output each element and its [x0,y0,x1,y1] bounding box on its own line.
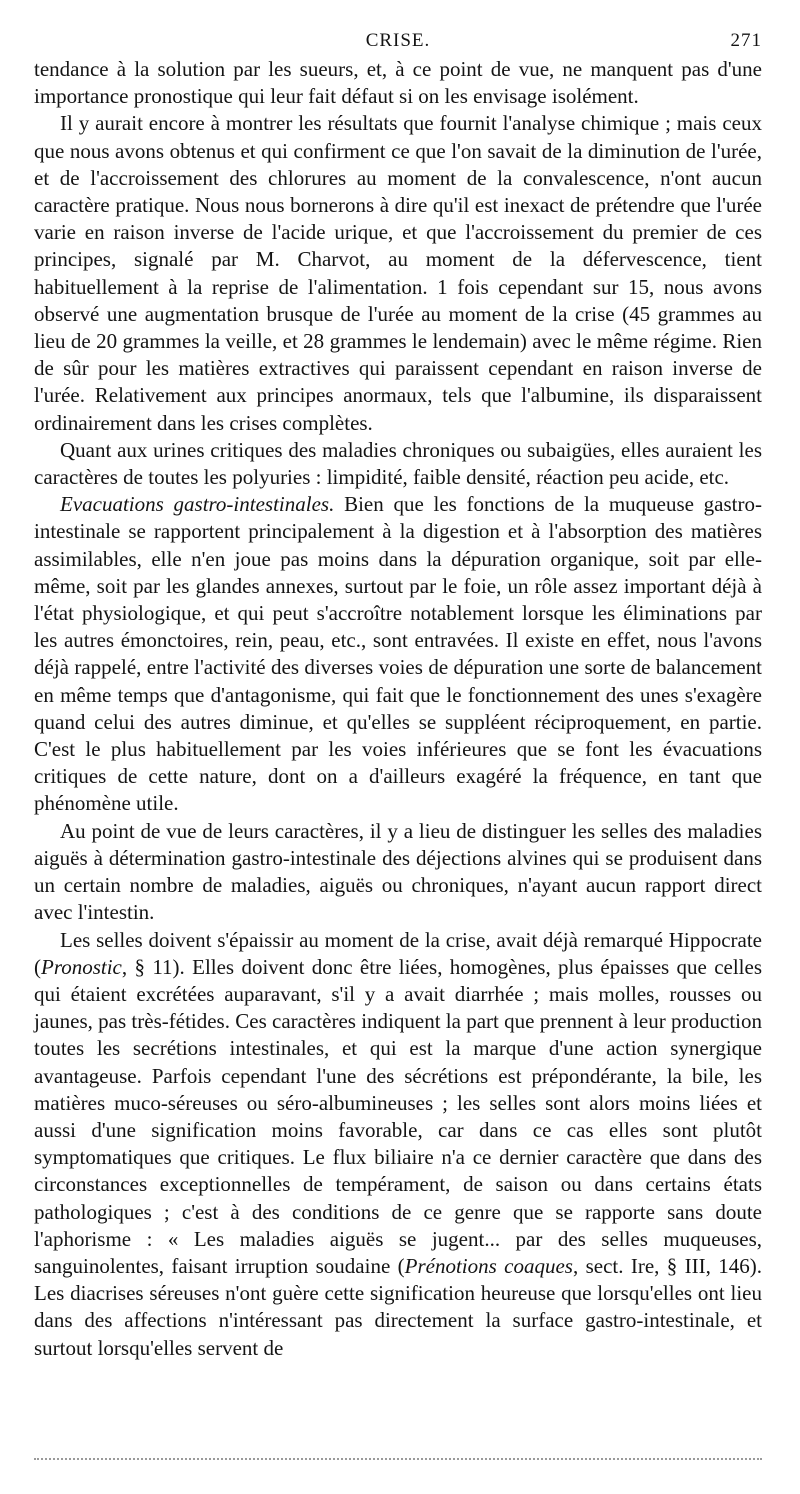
citation-title: Prénotions coaques [404,1253,573,1278]
section-heading-italic: Evacuations gastro-intestinales. [60,492,335,517]
paragraph-continuation: tendance à la solution par les sueurs, et, à ce point de vue, ne manquent pas d'une importance pronostique qui leur fait défaut si on les envisage isolément. [34,57,762,109]
bottom-dotted-rule [34,1458,762,1460]
paragraph-segment: , § 11). Elles doivent donc être liées, homogènes, plus épaisses que celles qui étaient excrétées auparavant, s'il y a avait diarrhée ; mais molles, rousses ou jaunes, pas très-fétides. Ces caractères indiquent la part que prennent à leur production toutes les secrétions intestinales, et qui est la marque d'une action synergique avantageuse. Parfois cependant l'une des sécrétions est prépondérante, la bile, les matières muco-séreuses ou séro-albumineuses ; les selles sont alors moins liées et aussi d'une signification moins favorable, car dans ce cas elles sont plutôt symptomatiques que critiques. Le flux biliaire n'a ce dernier caractère que dans des circonstances exceptionnelles de tempérament, de saison ou dans certains états pathologiques ; c'est à des conditions de ce genre que se rapporte sans doute l'aphorisme : « Les maladies aiguës se jugent... par des selles muqueuses, sanguinolentes, faisant irruption soudaine ( [34,954,762,1278]
running-title: CRISE. [365,30,431,51]
paragraph-segment: , sect. Ire, § III, 146). Les diacrises séreuses n'ont guère cette signification heureuse que lorsqu'elles ont lieu dans des affections n'intéressant pas directement la surface gastro-intestinale, et surtout lorsqu'elles servent de [34,1253,762,1360]
book-page [34,30,762,1362]
paragraph-chronic-urines: Quant aux urines critiques des maladies chroniques ou subaigües, elles auraient les caractères de toutes les polyuries : limpidité, faible densité, réaction peu acide, etc. [34,437,762,490]
paragraph-stools [34,927,762,1362]
paragraph-gastro-intestinal [34,491,762,817]
paragraph-segment: Les selles doivent s'épaissir au moment de la crise, avait déjà remarqué Hippocrate ( [34,927,762,979]
body-text [34,56,762,1362]
page-number: 271 [730,30,762,51]
paragraph-text: Bien que les fonctions de la muqueuse gastro-intestinale se rapportent principalement à la digestion et à l'absorption des matières assimilables, elle n'en joue pas moins dans la dépuration organique, soit par elle-même, soit par les glandes annexes, surtout par le foie, un rôle assez important déjà à l'état physiologique, et qui peut s'accroître notablement lorsque les éliminations par les autres émonctoires, rein, peau, etc., sont entravées. Il existe en effet, nous l'avons déjà rappelé, entre l'activité des diverses voies de dépuration une sorte de balancement en même temps que d'antagonisme, qui fait que le fonctionnement des unes s'exagère quand celui des autres diminue, et qu'elles se suppléent réciproquement, en partie. C'est le plus habituellement par les voies inférieures que se font les évacuations critiques de cette nature, dont on a d'ailleurs exagéré la fréquence, en tant que phénomène utile. [34,492,762,816]
running-header [34,30,762,56]
paragraph-characters: Au point de vue de leurs caractères, il y a lieu de distinguer les selles des maladies aiguës à détermination gastro-intestinale des déjections alvines qui se produisent dans un certain nombre de maladies, aiguës ou chroniques, n'ayant aucun rapport direct avec l'intestin. [34,818,762,925]
paragraph-chemical-analysis: Il y aurait encore à montrer les résultats que fournit l'analyse chimique ; mais ceux que nous avons obtenus et qui confirment ce que l'on savait de la diminution de l'urée, et de l'accroissement des chlorures au moment de la convalescence, n'ont aucun caractère pratique. Nous nous bornerons à dire qu'il est inexact de prétendre que l'urée varie en raison inverse de l'acide urique, et que l'accroissement du premier de ces principes, signalé par M. Charvot, au moment de la défervescence, tient habituellement à la reprise de l'alimentation. 1 fois cependant sur 15, nous avons observé une augmentation brusque de l'urée au moment de la crise (45 grammes au lieu de 20 grammes la veille, et 28 grammes le lendemain) avec le même régime. Rien de sûr pour les matières extractives qui paraissent cependant en raison inverse de l'urée. Relativement aux principes anormaux, tels que l'albumine, ils disparaissent ordinairement dans les crises complètes. [34,111,762,435]
citation-title: Pronostic [41,954,122,979]
